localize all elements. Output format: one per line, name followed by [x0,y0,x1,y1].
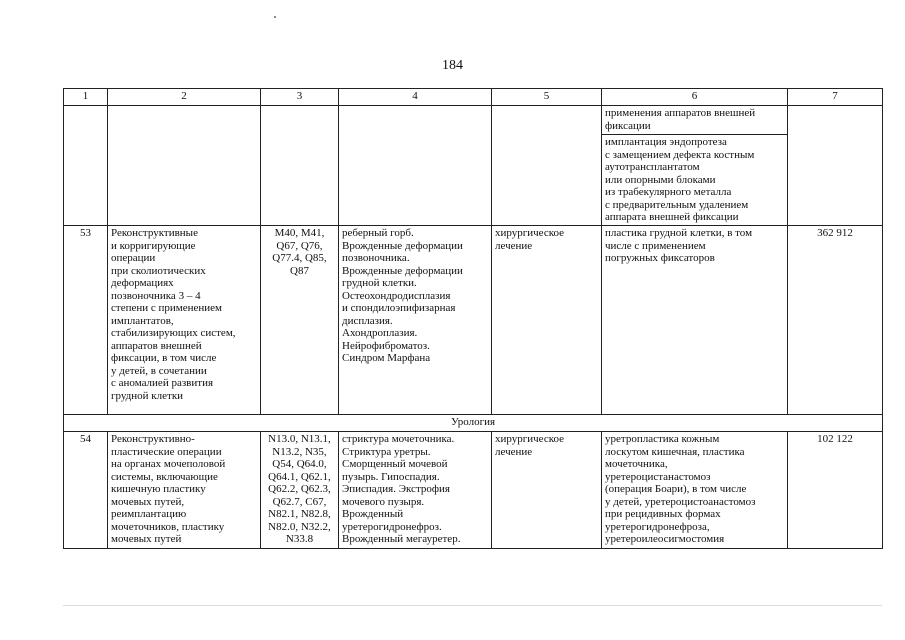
header-cell-2: 2 [108,89,261,106]
table-row [64,226,883,415]
header-cell-5: 5 [492,89,602,106]
header-cell-6: 6 [602,89,788,106]
cont-num-cell [64,106,108,226]
section-title: Урология [64,415,883,432]
cont-method-cell-a: применения аппаратов внешней фиксации [602,106,788,135]
cont-method-cell-b: имплантация эндопротеза с замещением дефекта костным аутотрансплантатом или опорными блоками из трабекулярного металла с предварительным удалением аппарата внешней фиксации [602,135,788,226]
row-number: 53 [64,226,108,415]
diagnosis: реберный горб. Врожденные деформации позвоночника. Врожденные деформации грудной клетки. Остеохондродисплазия и спондилоэпифизарная дисплазия. Ахондроплазия. Нейрофиброматоз. Синдром Марфана [339,226,492,415]
header-cell-3: 3 [261,89,339,106]
treatment-method: уретропластика кожным лоскутом кишечная, пластика мочеточника, уретероцистанастомоз (операция Боари), в том числе у детей, уретероцистоанастомоз при рецидивных формах уретерогидронефроза, уретероилеосигмостомия [602,432,788,549]
scan-edge-line [63,605,882,606]
continuation-row-a [64,106,883,135]
table-row [64,432,883,549]
cont-cost-cell [788,106,883,226]
header-cell-1: 1 [64,89,108,106]
page-number: 184 [442,58,463,73]
icd-codes: N13.0, N13.1, N13.2, N35, Q54, Q64.0, Q64.1, Q62.1, Q62.2, Q62.3, Q62.7, C67, N82.1, N82.8, N82.0, N32.2, N33.8 [261,432,339,549]
cont-diagnosis-cell [339,106,492,226]
procedure-name: Реконструктивно- пластические операции на органах мочеполовой системы, включающие кишечную пластику мочевых путей, реимплантацию мочеточников, пластику мочевых путей [108,432,261,549]
icd-codes: M40, M41, Q67, Q76, Q77.4, Q85, Q87 [261,226,339,415]
header-cell-7: 7 [788,89,883,106]
treatment-type: хирургическое лечение [492,226,602,415]
cont-codes-cell [261,106,339,226]
diagnosis: стриктура мочеточника. Стриктура уретры. Сморщенный мочевой пузырь. Гипоспадия. Эписпадия. Экстрофия мочевого пузыря. Врожденный уретерогидронефроз. Врожденный мегауретер. [339,432,492,549]
treatment-method: пластика грудной клетки, в том числе с применением погружных фиксаторов [602,226,788,415]
scan-speck [274,16,276,18]
section-row [64,415,883,432]
cont-name-cell [108,106,261,226]
cost: 102 122 [788,432,883,549]
header-cell-4: 4 [339,89,492,106]
procedure-name: Реконструктивные и корригирующие операции при сколиотических деформациях позвоночника 3 – 4 степени с применением имплантатов, стабилизирующих систем, аппаратов внешней фиксации, в том числе у детей, в сочетании с аномалией развития грудной клетки [108,226,261,415]
treatment-type: хирургическое лечение [492,432,602,549]
cont-treatment-cell [492,106,602,226]
row-number: 54 [64,432,108,549]
table-header-row [64,89,883,106]
cost: 362 912 [788,226,883,415]
medical-procedures-table [63,88,883,549]
